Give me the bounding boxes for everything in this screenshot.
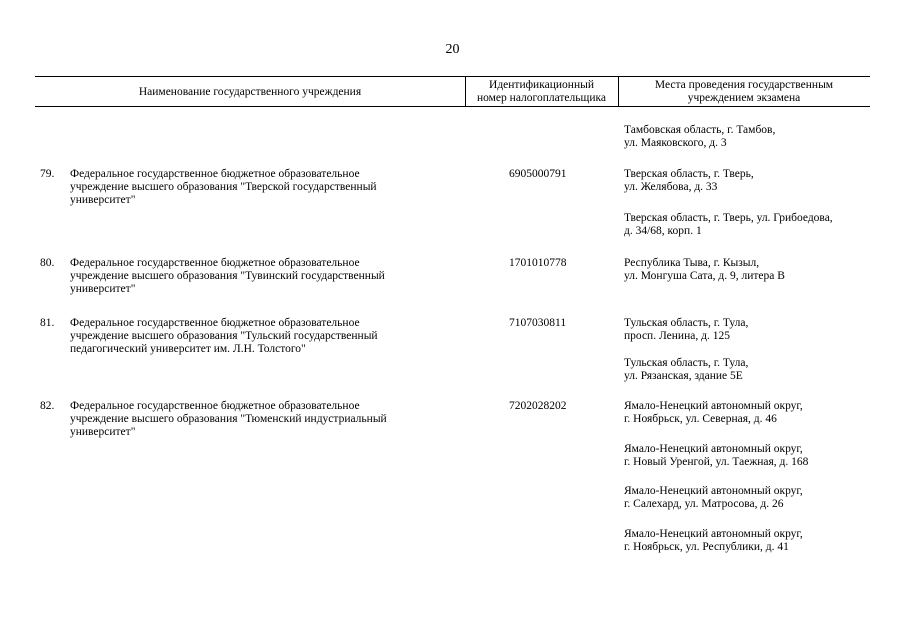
header-inn-line: номер налогоплательщика [476,92,607,104]
name-line: учреждение высшего образования "Тувинский государственный [70,270,385,282]
taxpayer-id: 1701010778 [509,257,567,269]
address-line: Тульская область, г. Тула, [624,357,749,369]
address-line: Тверская область, г. Тверь, ул. Грибоедова, [624,212,833,224]
address-line: г. Новый Уренгой, ул. Таежная, д. 168 [624,456,809,468]
page-number: 20 [445,42,460,57]
header-inn-column [465,79,618,105]
place-address [624,257,785,283]
place-address [624,485,803,511]
name-line: университет" [70,426,136,438]
table-header-top-rule [35,76,870,77]
institution-name [70,257,385,296]
row-number: 81. [40,317,55,329]
place-address [624,528,803,554]
place-address [624,317,748,343]
name-line: учреждение высшего образования "Тверской государственный [70,181,377,193]
address-line: ул. Рязанская, здание 5Е [624,370,743,382]
address-line: ул. Маяковского, д. 3 [624,137,727,149]
address-line: Ямало-Ненецкий автономный округ, [624,400,803,412]
name-line: Федеральное государственное бюджетное образовательное [70,317,360,329]
address-line: д. 34/68, корп. 1 [624,225,702,237]
address-line: Республика Тыва, г. Кызыл, [624,257,760,269]
name-line: Федеральное государственное бюджетное образовательное [70,400,360,412]
address-line: Ямало-Ненецкий автономный округ, [624,528,803,540]
place-address [624,168,754,194]
name-line: Федеральное государственное бюджетное образовательное [70,257,360,269]
address-line: Ямало-Ненецкий автономный округ, [624,443,803,455]
taxpayer-id: 6905000791 [509,168,567,180]
name-line: педагогический университет им. Л.Н. Толстого" [70,343,306,355]
name-line: университет" [70,194,136,206]
header-place-line: учреждением экзамена [687,92,801,104]
header-place-column [618,79,870,105]
address-line: г. Ноябрьск, ул. Республики, д. 41 [624,541,789,553]
name-line: университет" [70,283,136,295]
address-line: г. Салехард, ул. Матросова, д. 26 [624,498,784,510]
header-place-line: Места проведения государственным [654,79,834,91]
row-number: 80. [40,257,55,269]
name-line: Федеральное государственное бюджетное образовательное [70,168,360,180]
place-address [624,400,803,426]
address-line: Тульская область, г. Тула, [624,317,749,329]
taxpayer-id: 7202028202 [509,400,567,412]
place-address [624,212,833,238]
place-address [624,443,808,469]
address-line: Тамбовская область, г. Тамбов, [624,124,776,136]
institution-name [70,400,387,439]
row-number: 79. [40,168,55,180]
name-line: учреждение высшего образования "Тюменский индустриальный [70,413,387,425]
institution-name [70,168,377,207]
name-line: учреждение высшего образования "Тульский государственный [70,330,378,342]
institution-name [70,317,378,356]
address-line: Ямало-Ненецкий автономный округ, [624,485,803,497]
place-address [624,124,775,150]
taxpayer-id: 7107030811 [509,317,567,329]
address-line: ул. Монгуша Сата, д. 9, литера В [624,270,785,282]
address-line: г. Ноябрьск, ул. Северная, д. 46 [624,413,777,425]
address-line: ул. Желябова, д. 33 [624,181,718,193]
address-line: просп. Ленина, д. 125 [624,330,730,342]
place-address [624,357,748,383]
address-line: Тверская область, г. Тверь, [624,168,754,180]
header-name-column: Наименование государственного учреждения [138,86,362,98]
row-number: 82. [40,400,55,412]
table-header-bottom-rule [35,106,870,107]
header-inn-line: Идентификационный [489,79,594,91]
